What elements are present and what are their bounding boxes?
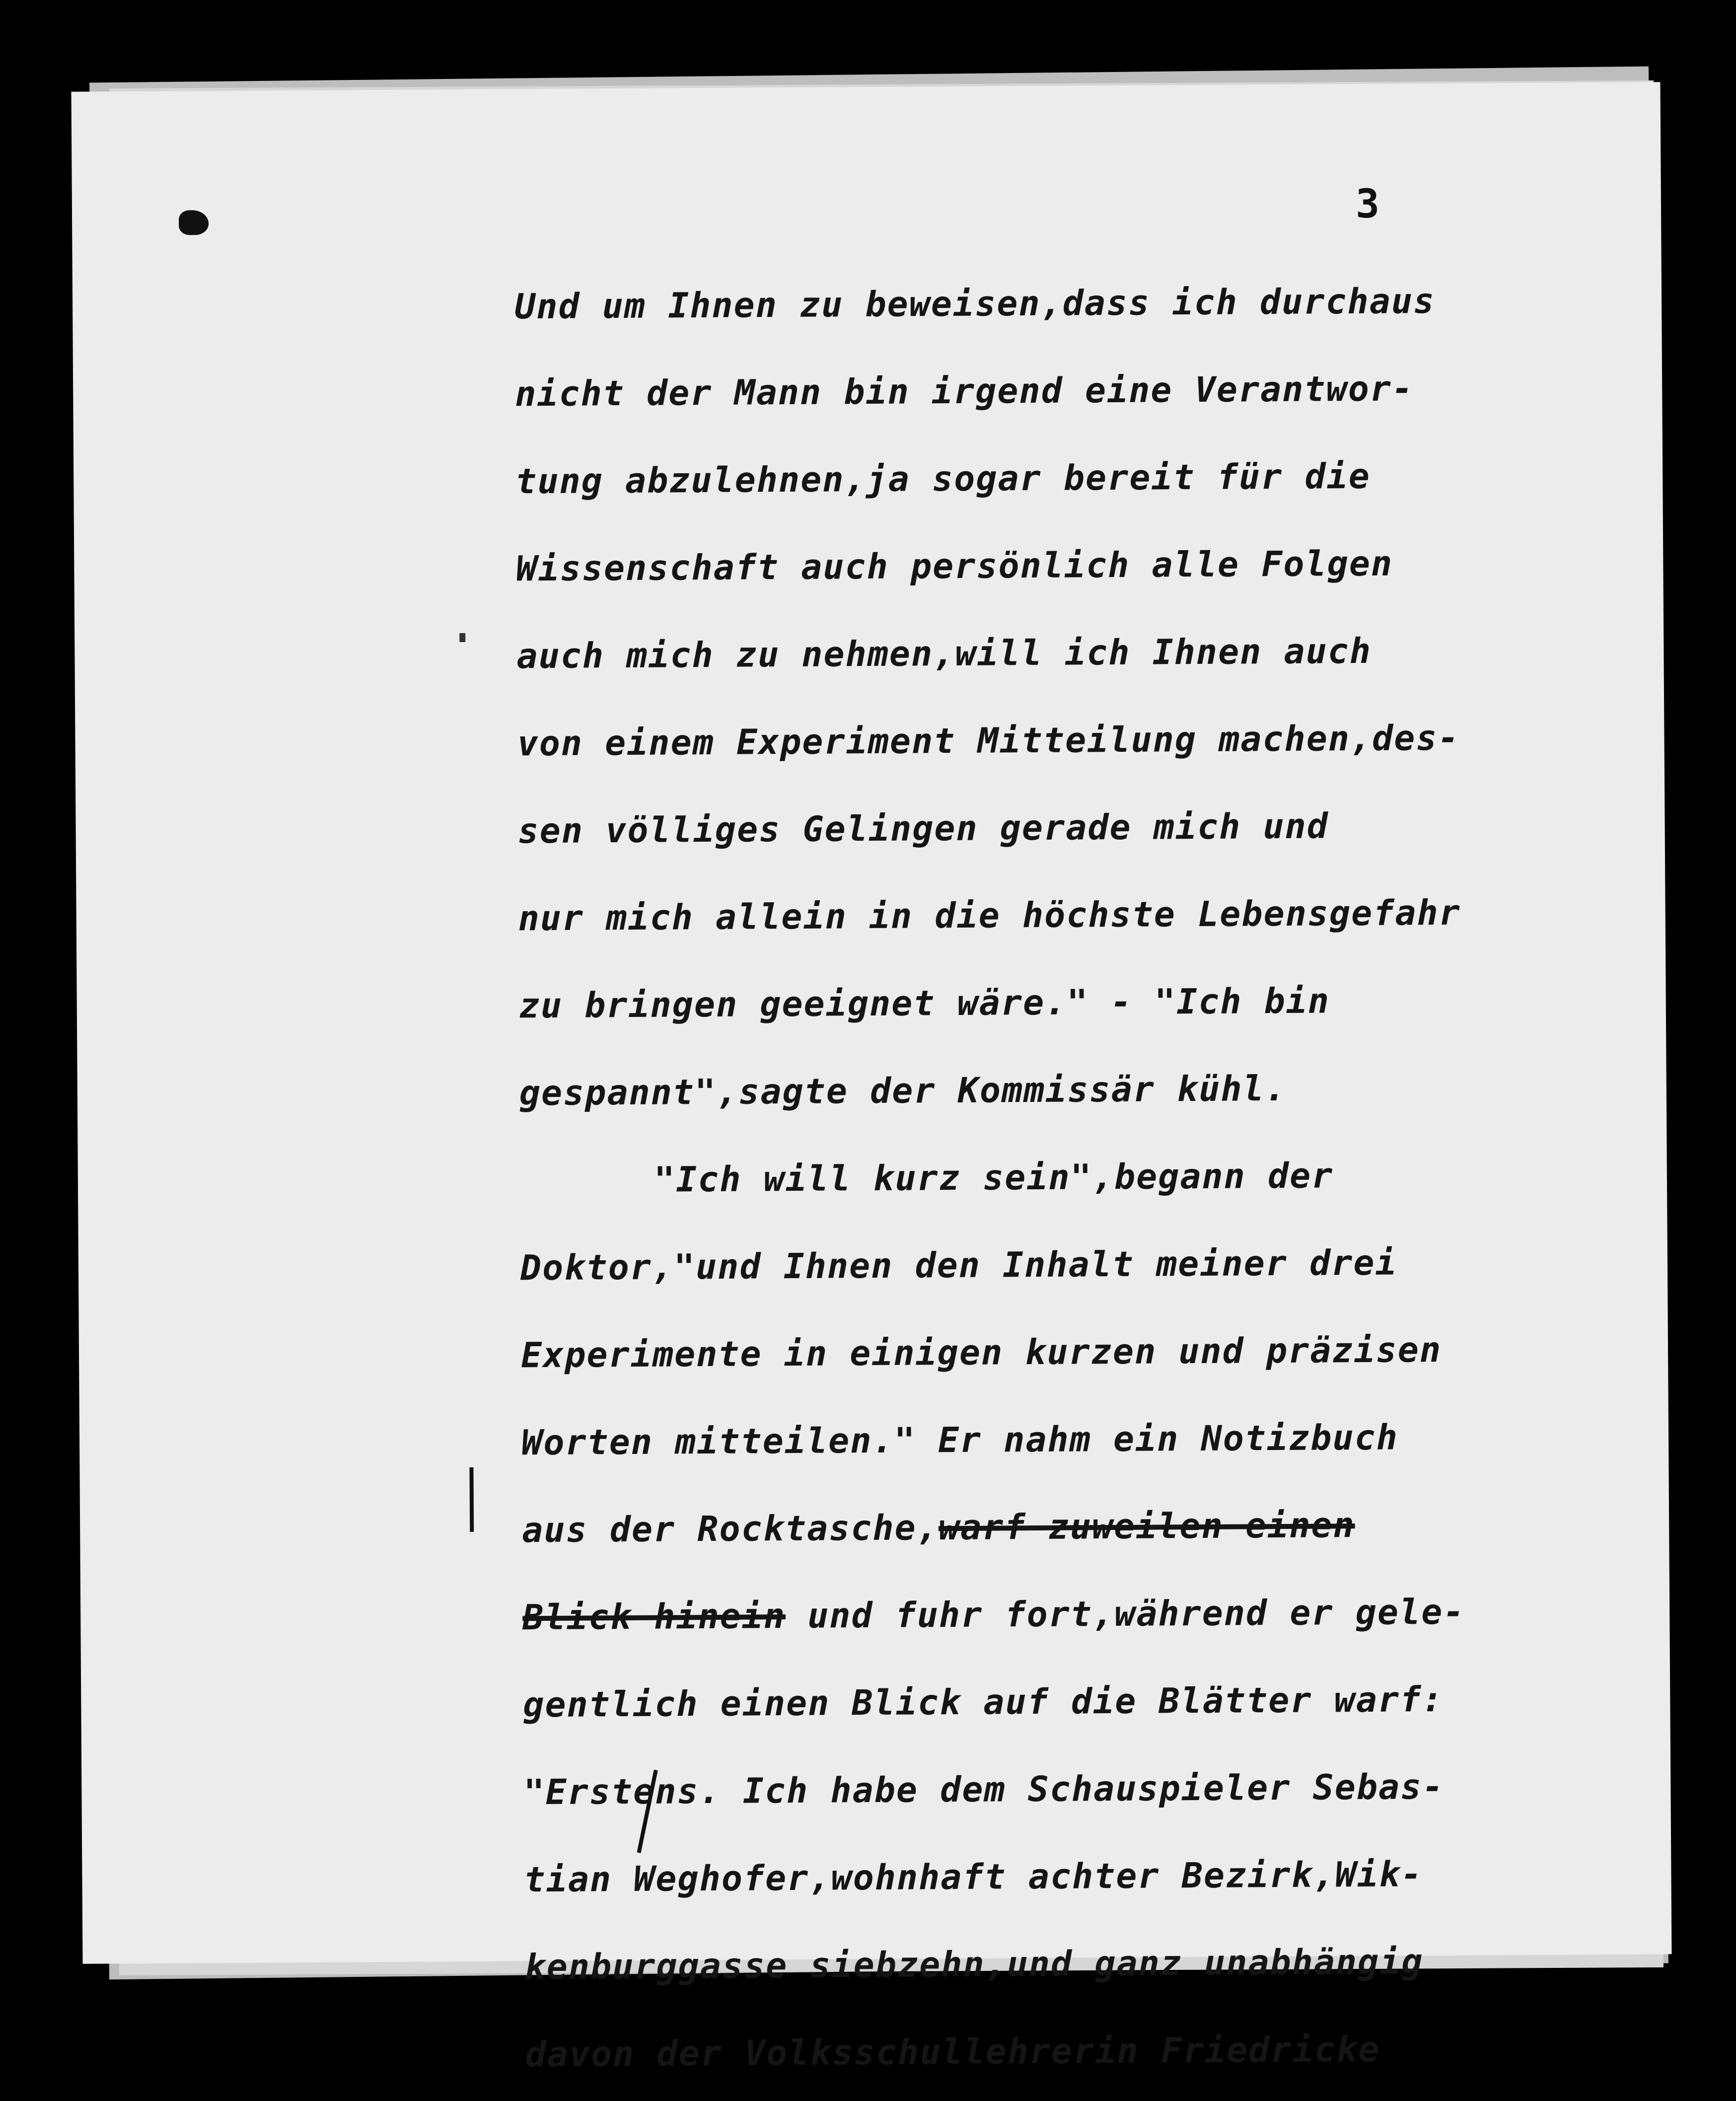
text-line: Wissenschaft auch persönlich alle Folgen	[516, 543, 1393, 589]
text-line: tung abzulehnen,ja sogar bereit für die	[515, 455, 1371, 502]
text-line: Worten mitteilen." Er nahm ein Notizbuch	[521, 1417, 1399, 1463]
text-line: Und um Ihnen zu beweisen,dass ich durchaus	[514, 281, 1436, 327]
text-line: Doktor,"und Ihnen den Inhalt meiner drei	[520, 1242, 1397, 1289]
text-line: tian Weghofer,wohnhaft achter Bezirk,Wik-	[524, 1854, 1423, 1900]
text-segment: aus der Rocktasche,	[521, 1507, 939, 1551]
text-line: davon der Volksschullehrerin Friedricke	[525, 2029, 1380, 2075]
text-line: gentlich einen Blick auf die Blätter warf:	[523, 1678, 1444, 1726]
text-line: nicht der Mann bin irgend eine Verantwor-	[514, 368, 1414, 415]
ink-blot	[179, 210, 209, 235]
text-line: "Erstens. Ich habe dem Schauspieler Sebas-	[523, 1766, 1445, 1813]
text-line: sen völliges Gelingen gerade mich und	[517, 805, 1329, 852]
text-line: von einem Experiment Mitteilung machen,des-	[517, 717, 1460, 764]
body-text	[514, 256, 1643, 2099]
text-segment: und fuhr fort,während er gele-	[807, 1591, 1465, 1636]
text-line: zu bringen geeignet wäre." - "Ich bin	[518, 980, 1330, 1026]
ink-speck	[459, 633, 465, 642]
text-line: gespannt",sagte der Kommissär kühl.	[519, 1068, 1287, 1114]
text-line: "Ich will kurz sein",begann der	[653, 1155, 1334, 1200]
text-line: auch mich zu nehmen,will ich Ihnen auch	[516, 630, 1372, 677]
text-line: nur mich allein in die höchste Lebensgefahr	[518, 892, 1461, 939]
text-line: kenburggasse siebzehn,und ganz unabhängig	[524, 1941, 1424, 1988]
text-line: Experimente in einigen kurzen und präzisen	[520, 1329, 1442, 1376]
text-line-with-strikeout	[522, 1480, 1640, 1574]
page-number: 3	[1355, 180, 1380, 227]
margin-pencil-mark	[469, 1467, 474, 1532]
struck-text: warf zuweilen einen	[938, 1505, 1355, 1548]
struck-text: Blick hinein	[522, 1595, 786, 1638]
text-line-with-strikeout	[522, 1567, 1640, 1662]
typewritten-page	[72, 82, 1672, 2075]
